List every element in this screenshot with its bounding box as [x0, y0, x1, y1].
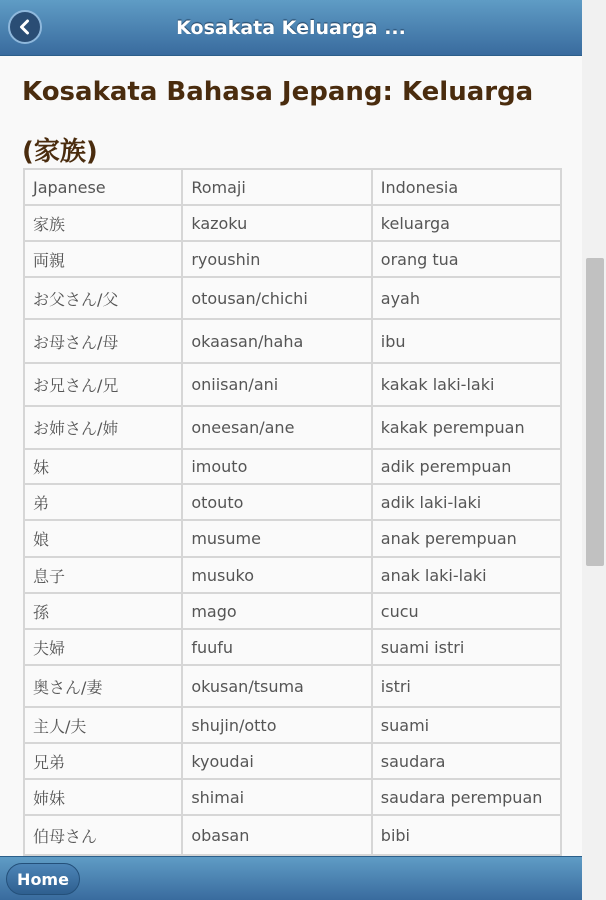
- cell-romaji: obasan: [182, 815, 371, 855]
- cell-japanese: 孫: [24, 593, 182, 629]
- table-row: [24, 406, 561, 449]
- cell-indonesia: suami istri: [372, 629, 561, 665]
- table-row: [24, 779, 561, 815]
- page-title: Kosakata Bahasa Jepang: Keluarga (家族): [22, 77, 534, 167]
- header-romaji: Romaji: [182, 169, 371, 205]
- cell-romaji: imouto: [182, 449, 371, 484]
- cell-indonesia: bibi: [372, 815, 561, 855]
- cell-romaji: fuufu: [182, 629, 371, 665]
- cell-japanese: 主人/夫: [24, 707, 182, 743]
- cell-romaji: musume: [182, 520, 371, 557]
- cell-indonesia: ayah: [372, 277, 561, 319]
- back-button[interactable]: [8, 10, 42, 44]
- cell-japanese: 娘: [24, 520, 182, 557]
- table-row: [24, 520, 561, 557]
- cell-romaji: okusan/tsuma: [182, 665, 371, 707]
- cell-romaji: otouto: [182, 484, 371, 520]
- cell-indonesia: saudara perempuan: [372, 779, 561, 815]
- cell-romaji: mago: [182, 593, 371, 629]
- header-title: Kosakata Keluarga ...: [176, 16, 406, 39]
- table-row: [24, 449, 561, 484]
- cell-romaji: ryoushin: [182, 241, 371, 277]
- cell-japanese: 伯母さん: [24, 815, 182, 855]
- cell-romaji: kazoku: [182, 205, 371, 241]
- table-header-row: [24, 169, 561, 205]
- cell-indonesia: anak perempuan: [372, 520, 561, 557]
- cell-japanese: 姉妹: [24, 779, 182, 815]
- cell-romaji: musuko: [182, 557, 371, 593]
- cell-japanese: お姉さん/姉: [24, 406, 182, 449]
- table-row: [24, 665, 561, 707]
- cell-indonesia: orang tua: [372, 241, 561, 277]
- footer-bar: [0, 856, 582, 900]
- cell-japanese: 弟: [24, 484, 182, 520]
- content-area: [0, 56, 582, 856]
- cell-japanese: 両親: [24, 241, 182, 277]
- vocab-table: [23, 168, 562, 856]
- scrollbar-thumb[interactable]: [586, 258, 604, 566]
- cell-indonesia: suami: [372, 707, 561, 743]
- header-japanese: Japanese: [24, 169, 182, 205]
- cell-japanese: 家族: [24, 205, 182, 241]
- cell-romaji: kyoudai: [182, 743, 371, 779]
- cell-romaji: shujin/otto: [182, 707, 371, 743]
- home-button[interactable]: Home: [6, 863, 80, 895]
- cell-romaji: okaasan/haha: [182, 319, 371, 363]
- cell-indonesia: adik laki-laki: [372, 484, 561, 520]
- cell-romaji: otousan/chichi: [182, 277, 371, 319]
- cell-indonesia: kakak perempuan: [372, 406, 561, 449]
- cell-indonesia: ibu: [372, 319, 561, 363]
- table-row: [24, 815, 561, 855]
- cell-indonesia: kakak laki-laki: [372, 363, 561, 406]
- table-row: [24, 707, 561, 743]
- cell-romaji: oniisan/ani: [182, 363, 371, 406]
- table-row: [24, 363, 561, 406]
- cell-japanese: 兄弟: [24, 743, 182, 779]
- chevron-left-icon: [17, 19, 33, 35]
- table-row: [24, 629, 561, 665]
- cell-japanese: お父さん/父: [24, 277, 182, 319]
- header-bar: [0, 0, 582, 56]
- cell-indonesia: saudara: [372, 743, 561, 779]
- cell-japanese: 妹: [24, 449, 182, 484]
- table-row: [24, 241, 561, 277]
- table-row: [24, 205, 561, 241]
- table-row: [24, 743, 561, 779]
- cell-indonesia: adik perempuan: [372, 449, 561, 484]
- cell-japanese: 夫婦: [24, 629, 182, 665]
- table-row: [24, 557, 561, 593]
- table-row: [24, 593, 561, 629]
- header-indonesia: Indonesia: [372, 169, 561, 205]
- table-row: [24, 277, 561, 319]
- cell-indonesia: keluarga: [372, 205, 561, 241]
- cell-romaji: shimai: [182, 779, 371, 815]
- cell-japanese: 息子: [24, 557, 182, 593]
- cell-japanese: お兄さん/兄: [24, 363, 182, 406]
- cell-indonesia: anak laki-laki: [372, 557, 561, 593]
- cell-indonesia: istri: [372, 665, 561, 707]
- table-row: [24, 319, 561, 363]
- table-row: [24, 484, 561, 520]
- cell-indonesia: cucu: [372, 593, 561, 629]
- cell-romaji: oneesan/ane: [182, 406, 371, 449]
- cell-japanese: お母さん/母: [24, 319, 182, 363]
- cell-japanese: 奥さん/妻: [24, 665, 182, 707]
